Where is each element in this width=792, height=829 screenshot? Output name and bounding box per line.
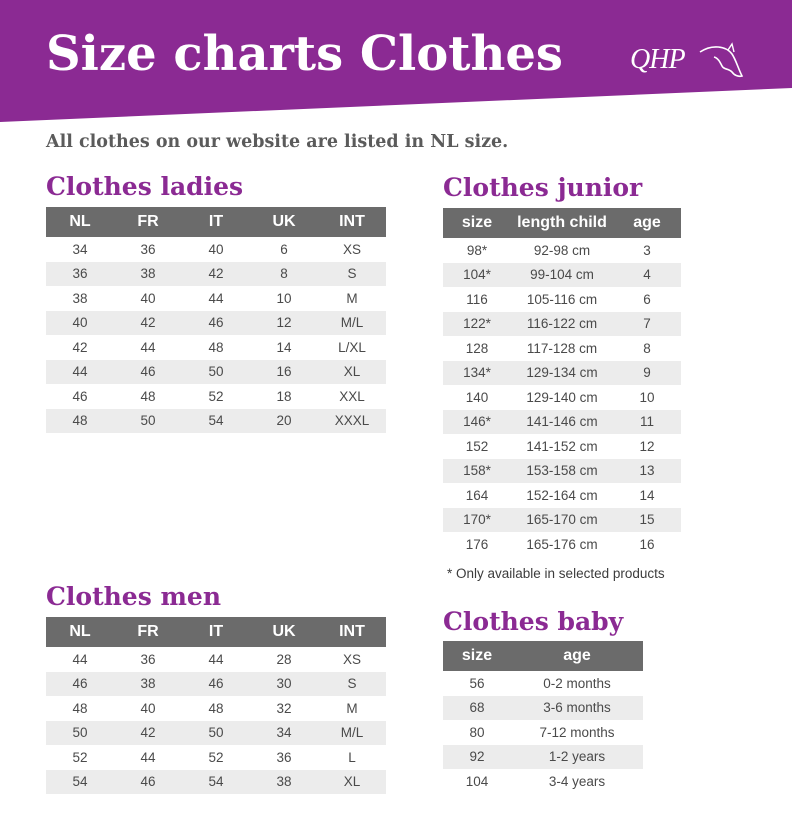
table-cell: 36 [140,241,156,257]
table-cell: 46 [114,770,182,795]
table-row [443,312,681,337]
table-cell: 36 [276,749,292,765]
table-row [443,336,681,361]
table-cell: 40 [140,290,156,306]
table-cell: XS [342,241,361,257]
column-header: UK [250,617,318,647]
table-cell: 6 [643,291,651,307]
table-cell: 6 [280,241,288,257]
table-cell: 44 [208,290,224,306]
table-cell: 153-158 cm [511,459,613,484]
table-row [443,696,643,721]
table-cell: 165-176 cm [526,536,598,552]
table-cell: 42 [114,311,182,336]
table-cell: 56 [469,675,485,691]
table-cell: 80 [469,724,485,740]
table-cell: M/L [318,721,386,746]
table-header-row [46,207,386,237]
column-header: UK [250,207,318,237]
footnote: * Only available in selected products [447,566,665,581]
column-header: age [613,208,681,238]
table-cell: 38 [114,672,182,697]
table-cell: 44 [140,749,156,765]
intro-text: All clothes on our website are listed in NL size. [46,132,509,152]
table-cell: 104* [443,263,511,288]
table-cell: 48 [208,339,224,355]
table-row [443,769,643,794]
table-cell: S [318,262,386,287]
table-row [46,745,386,770]
table-cell: 34 [250,721,318,746]
table-cell: 50 [182,360,250,385]
table-cell: 30 [250,672,318,697]
table-cell: 116 [466,291,488,307]
table-row [443,434,681,459]
table-header-row [443,641,643,671]
table-cell: 42 [72,339,88,355]
table-cell: 16 [639,536,655,552]
table-cell: 14 [639,487,655,503]
table-row [443,263,681,288]
column-header: NL [46,617,114,647]
table-cell: 42 [182,262,250,287]
ladies-title: Clothes ladies [46,172,244,201]
table-cell: 10 [639,389,655,405]
table-cell: 50 [182,721,250,746]
table-cell: 176 [465,536,489,552]
column-header: NL [46,207,114,237]
table-cell: 46 [182,672,250,697]
table-cell: 1-2 years [511,745,643,770]
table-cell: 152-164 cm [526,487,598,503]
table-cell: 38 [72,290,88,306]
column-header: INT [318,617,386,647]
table-cell: 48 [46,409,114,434]
table-cell: 12 [250,311,318,336]
table-cell: XXXL [318,409,386,434]
table-cell: 4 [613,263,681,288]
column-header: FR [114,617,182,647]
table-row [46,409,386,434]
table-cell: 46 [72,388,88,404]
table-cell: 46 [46,672,114,697]
column-header: IT [182,207,250,237]
table-row [46,770,386,795]
table-row [443,410,681,435]
table-cell: 129-140 cm [526,389,598,405]
table-cell: 3 [643,242,651,258]
table-cell: 158* [443,459,511,484]
table-cell: 40 [208,241,224,257]
table-cell: L [348,749,356,765]
table-cell: 165-170 cm [511,508,613,533]
table-cell: 32 [276,700,292,716]
table-cell: 44 [46,360,114,385]
table-cell: 92 [443,745,511,770]
column-header: size [443,641,511,671]
table-cell: 122* [443,312,511,337]
column-header: IT [182,617,250,647]
table-row [46,311,386,336]
column-header: age [511,641,643,671]
table-cell: 52 [72,749,88,765]
table-cell: XL [318,770,386,795]
table-row [46,672,386,697]
table-cell: 170* [443,508,511,533]
table-row [46,237,386,262]
table-cell: 54 [182,409,250,434]
table-cell: 52 [208,388,224,404]
table-cell: 140 [465,389,489,405]
table-cell: 15 [613,508,681,533]
table-header-row [46,617,386,647]
men-size-table [46,617,386,794]
table-cell: 128 [465,340,489,356]
qhp-logo [628,40,746,88]
table-cell: 54 [46,770,114,795]
table-row [46,262,386,287]
table-header-row [443,208,681,238]
table-cell: 50 [46,721,114,746]
table-row [46,721,386,746]
baby-size-table [443,641,643,794]
table-cell: 117-128 cm [526,340,598,356]
table-cell: M [346,700,358,716]
table-cell: 28 [276,651,292,667]
table-cell: 14 [276,339,292,355]
table-cell: 46 [182,311,250,336]
table-cell: 68 [443,696,511,721]
junior-title: Clothes junior [443,173,643,202]
column-header: size [443,208,511,238]
logo-text: QHP [630,44,685,75]
column-header: INT [318,207,386,237]
table-cell: M/L [318,311,386,336]
baby-title: Clothes baby [443,607,624,636]
men-title: Clothes men [46,582,222,611]
table-cell: 129-134 cm [511,361,613,386]
table-cell: 16 [250,360,318,385]
column-header: FR [114,207,182,237]
ladies-size-table [46,207,386,433]
table-cell: 134* [443,361,511,386]
table-cell: 48 [140,388,156,404]
table-cell: 8 [643,340,651,356]
table-row [46,696,386,721]
table-row [46,335,386,360]
table-cell: 3-4 years [548,773,606,789]
table-cell: 7-12 months [539,724,615,740]
table-cell: 44 [72,651,88,667]
table-row [443,532,681,557]
table-cell: 48 [208,700,224,716]
table-cell: 104 [465,773,489,789]
table-row [443,483,681,508]
table-row [443,238,681,263]
table-row [443,508,681,533]
page-title: Size charts Clothes [46,26,563,82]
table-cell: 50 [114,409,182,434]
table-row [443,287,681,312]
table-cell: 152 [465,438,489,454]
table-cell: 9 [613,361,681,386]
table-row [443,720,643,745]
table-cell: XXL [339,388,365,404]
table-cell: 44 [208,651,224,667]
table-row [443,745,643,770]
table-cell: XL [318,360,386,385]
table-cell: 44 [140,339,156,355]
table-cell: L/XL [338,339,366,355]
table-cell: 3-6 months [511,696,643,721]
table-cell: S [318,672,386,697]
table-cell: 99-104 cm [511,263,613,288]
table-cell: 0-2 months [543,675,611,691]
table-cell: 48 [72,700,88,716]
table-cell: 92-98 cm [533,242,591,258]
table-cell: 164 [465,487,489,503]
table-cell: 7 [613,312,681,337]
table-cell: 40 [140,700,156,716]
table-row [443,385,681,410]
table-cell: 13 [613,459,681,484]
table-cell: 36 [46,262,114,287]
column-header: length child [511,208,613,238]
table-cell: 36 [140,651,156,667]
table-row [46,286,386,311]
table-cell: 42 [114,721,182,746]
table-cell: 98* [466,242,488,258]
table-cell: 52 [208,749,224,765]
table-cell: 46 [114,360,182,385]
table-cell: 34 [72,241,88,257]
table-cell: 146* [443,410,511,435]
table-row [443,361,681,386]
table-row [46,360,386,385]
table-cell: XS [342,651,361,667]
table-cell: 105-116 cm [526,291,598,307]
table-cell: 54 [182,770,250,795]
horse-head-icon [628,40,746,88]
table-cell: 11 [613,410,681,435]
table-row [443,459,681,484]
table-row [46,384,386,409]
table-cell: 38 [114,262,182,287]
table-cell: 40 [46,311,114,336]
table-cell: 12 [639,438,655,454]
table-cell: 10 [276,290,292,306]
table-row [443,671,643,696]
table-cell: 141-152 cm [526,438,598,454]
table-cell: 141-146 cm [511,410,613,435]
table-cell: 38 [250,770,318,795]
table-cell: M [346,290,358,306]
junior-size-table [443,208,681,557]
table-cell: 116-122 cm [511,312,613,337]
table-cell: 18 [276,388,292,404]
table-cell: 20 [250,409,318,434]
table-cell: 8 [250,262,318,287]
table-row [46,647,386,672]
